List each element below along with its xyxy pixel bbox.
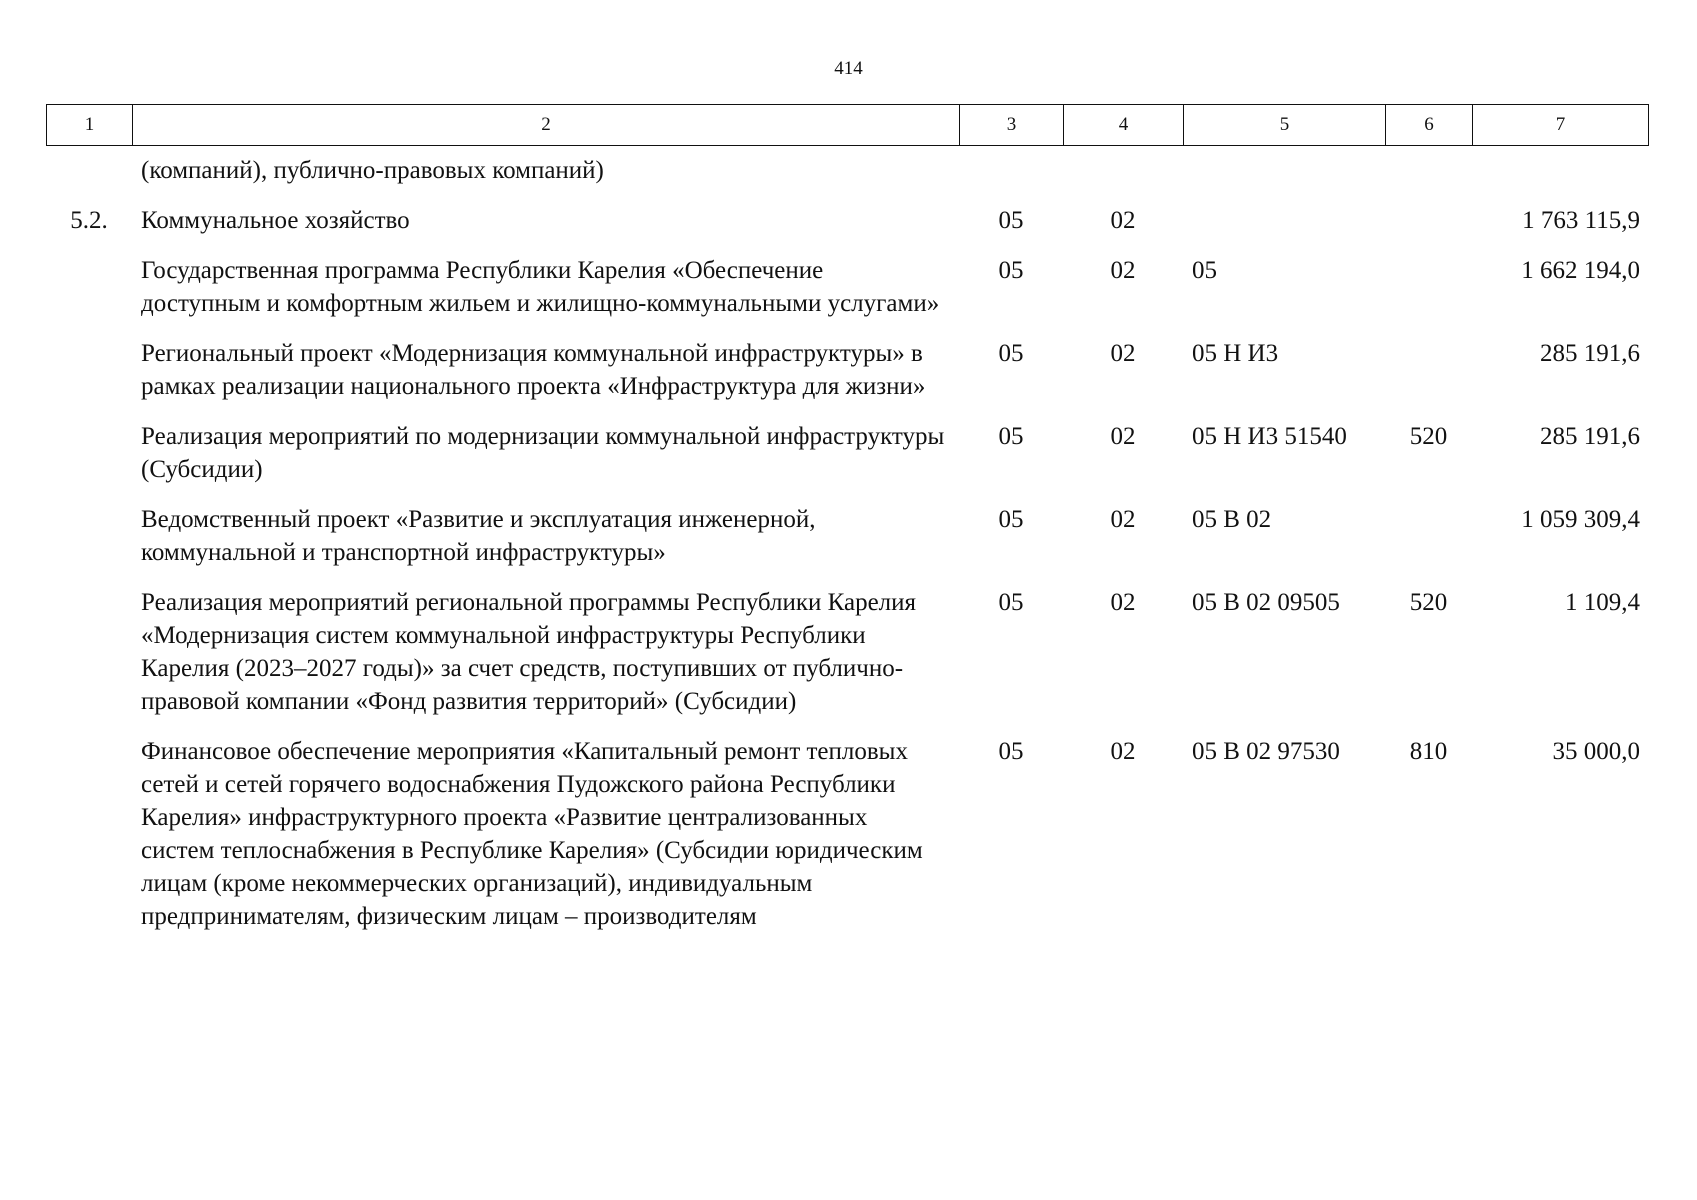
row-subsection: 02 (1110, 423, 1136, 450)
column-header-6: 6 (1386, 105, 1473, 146)
row-name: (компаний), публично-правовых компаний) (141, 157, 604, 184)
row-target-article: 05 Н И3 51540 (1192, 423, 1347, 450)
row-name: Государственная программа Республики Карелия «Обеспечение доступным и комфортным жильем и жилищно-коммунальными услугами» (141, 257, 940, 317)
row-amount: 1 662 194,0 (1521, 257, 1640, 284)
row-subsection: 02 (1110, 738, 1136, 765)
row-name: Финансовое обеспечение мероприятия «Капитальный ремонт тепловых сетей и сетей горячего водоснабжения Пудожского района Республики Карелия» инфраструктурного проекта «Развитие централизованных систем теплоснабжения в Республике Карелия» (Субсидии юридическим лицам (кроме некоммерческих организаций), индивидуальным предпринимателям, физическим лицам – производителям (141, 738, 923, 930)
table-row (46, 503, 1648, 586)
row-section: 05 (998, 423, 1024, 450)
row-target-article (1183, 204, 1385, 254)
row-expense-type: 520 (1409, 589, 1448, 616)
row-expense-type (1385, 503, 1472, 586)
row-subsection: 02 (1110, 340, 1136, 367)
row-amount: 285 191,6 (1540, 423, 1640, 450)
table-row (46, 154, 1648, 204)
row-target-article (1183, 154, 1385, 204)
row-expense-type (1385, 204, 1472, 254)
row-section (959, 154, 1063, 204)
row-target-article: 05 В 02 97530 (1192, 738, 1340, 765)
row-name: Реализация мероприятий региональной программы Республики Карелия «Модернизация систем коммунальной инфраструктуры Республики Карелия (2023–2027 годы)» за счет средств, поступивших от публично-правовой компании «Фонд развития территорий» (Субсидии) (141, 589, 917, 715)
row-target-article: 05 Н И3 (1192, 340, 1279, 367)
row-target-article: 05 В 02 09505 (1192, 589, 1340, 616)
row-subsection: 02 (1110, 207, 1136, 234)
row-name: Региональный проект «Модернизация коммунальной инфраструктуры» в рамках реализации национального проекта «Инфраструктура для жизни» (141, 340, 926, 400)
table-row (46, 735, 1648, 950)
row-number (46, 254, 132, 337)
row-section: 05 (998, 589, 1024, 616)
column-header-4: 4 (1064, 105, 1184, 146)
column-header-5: 5 (1184, 105, 1386, 146)
row-subsection: 02 (1110, 589, 1136, 616)
row-subsection (1063, 154, 1183, 204)
row-number (46, 154, 132, 204)
row-name: Ведомственный проект «Развитие и эксплуатация инженерной, коммунальной и транспортной инфраструктуры» (141, 506, 816, 566)
row-number (46, 503, 132, 586)
row-target-article: 05 В 02 (1192, 506, 1272, 533)
row-number (46, 735, 132, 950)
row-name: Коммунальное хозяйство (141, 207, 410, 234)
column-header-1: 1 (47, 105, 133, 146)
table-row (46, 420, 1648, 503)
column-header-2: 2 (133, 105, 960, 146)
row-expense-type: 810 (1409, 738, 1448, 765)
table-row (46, 204, 1648, 254)
table-row (46, 254, 1648, 337)
row-name: Реализация мероприятий по модернизации коммунальной инфраструктуры (Субсидии) (141, 423, 945, 483)
row-subsection: 02 (1110, 257, 1136, 284)
row-section: 05 (998, 506, 1024, 533)
row-target-article: 05 (1192, 257, 1217, 284)
row-amount: 285 191,6 (1540, 340, 1640, 367)
page-number: 414 (834, 58, 863, 79)
column-header-7: 7 (1473, 105, 1649, 146)
row-number (46, 586, 132, 735)
table-row (46, 586, 1648, 735)
row-number (46, 420, 132, 503)
row-amount (1472, 154, 1648, 204)
row-section: 05 (998, 738, 1024, 765)
column-header-3: 3 (960, 105, 1064, 146)
row-section: 05 (998, 340, 1024, 367)
row-number (46, 337, 132, 420)
budget-table-body (46, 154, 1648, 950)
table-row (46, 337, 1648, 420)
row-expense-type (1385, 337, 1472, 420)
row-number: 5.2. (70, 207, 108, 234)
row-amount: 1 059 309,4 (1521, 506, 1640, 533)
row-amount: 35 000,0 (1552, 738, 1640, 765)
row-subsection: 02 (1110, 506, 1136, 533)
row-expense-type: 520 (1409, 423, 1448, 450)
column-header-row (47, 105, 1649, 146)
row-section: 05 (998, 257, 1024, 284)
row-expense-type (1385, 154, 1472, 204)
row-section: 05 (998, 207, 1024, 234)
row-amount: 1 109,4 (1565, 589, 1640, 616)
row-expense-type (1385, 254, 1472, 337)
column-header-table (46, 104, 1649, 146)
row-amount: 1 763 115,9 (1522, 207, 1640, 234)
